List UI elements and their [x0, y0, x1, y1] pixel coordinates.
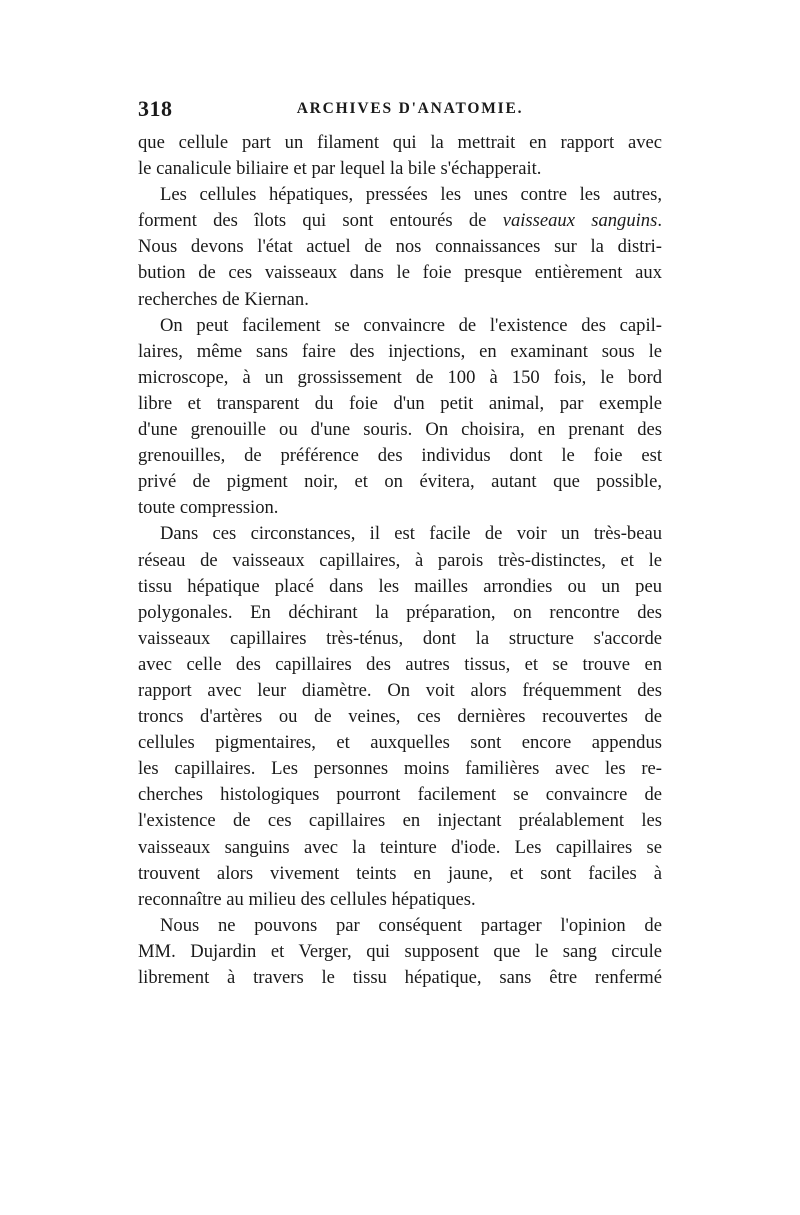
text-line [138, 208, 662, 234]
text-line: reconnaître au milieu des cellules hépatiques. [138, 888, 476, 910]
text-span: forment des îlots qui sont entourés de [138, 210, 503, 232]
text-line: Les cellules hépatiques, pressées les unes contre les autres, [160, 184, 662, 206]
body-text [138, 130, 662, 991]
text-line: Dans ces circonstances, il est facile de voir un très-beau [160, 523, 662, 545]
italic-phrase: vaisseaux sanguins [502, 210, 658, 232]
text-line: libre et transparent du foie d'un petit animal, par exemple [138, 392, 662, 414]
running-title: ARCHIVES D'ANATOMIE. [296, 100, 524, 117]
text-line: rapport avec leur diamètre. On voit alors fréquemment des [138, 679, 662, 701]
text-line: privé de pigment noir, et on évitera, autant que possible, [138, 471, 662, 493]
text-line: vaisseaux capillaires très-ténus, dont la structure s'accorde [138, 627, 662, 649]
text-line: librement à travers le tissu hépatique, sans être renfermé [138, 967, 662, 988]
text-line: les capillaires. Les personnes moins familières avec les re- [138, 758, 662, 780]
text-line: recherches de Kiernan. [138, 288, 309, 310]
text-line: vaisseaux sanguins avec la teinture d'iode. Les capillaires se [138, 836, 662, 858]
text-line: polygonales. En déchirant la préparation, on rencontre des [138, 601, 662, 623]
text-line: avec celle des capillaires des autres tissus, et se trouve en [138, 653, 662, 675]
text-line: microscope, à un grossissement de 100 à 150 fois, le bord [138, 366, 662, 388]
text-line: cherches histologiques pourront facilement se convaincre de [138, 784, 662, 806]
text-line: troncs d'artères ou de veines, ces dernières recouvertes de [138, 706, 662, 728]
text-line: Nous devons l'état actuel de nos connaissances sur la distri- [138, 236, 662, 258]
text-line: le canalicule biliaire et par lequel la bile s'échapperait. [138, 158, 542, 180]
text-line: MM. Dujardin et Verger, qui supposent que le sang circule [138, 940, 662, 962]
page-number: 318 [138, 96, 173, 121]
text-line: l'existence de ces capillaires en injectant préalablement les [138, 810, 662, 832]
text-line: Nous ne pouvons par conséquent partager l'opinion de [160, 914, 662, 936]
text-line: laires, même sans faire des injections, en examinant sous le [138, 340, 662, 362]
text-line: bution de ces vaisseaux dans le foie presque entièrement aux [138, 262, 662, 284]
running-head [138, 96, 662, 126]
text-line: trouvent alors vivement teints en jaune, et sont faciles à [138, 862, 662, 884]
text-line: cellules pigmentaires, et auxquelles sont encore appendus [138, 732, 662, 754]
text-span: . [657, 210, 662, 232]
text-line: grenouilles, de préférence des individus dont le foie est [138, 445, 662, 467]
text-line: tissu hépatique placé dans les mailles arrondies ou un peu [138, 575, 662, 597]
text-line: On peut facilement se convaincre de l'existence des capil- [160, 314, 662, 336]
text-line: que cellule part un filament qui la mettrait en rapport avec [138, 132, 662, 153]
text-line: réseau de vaisseaux capillaires, à parois très-distinctes, et le [138, 549, 662, 571]
text-line: d'une grenouille ou d'une souris. On choisira, en prenant des [138, 419, 662, 441]
text-line: toute compression. [138, 497, 279, 519]
